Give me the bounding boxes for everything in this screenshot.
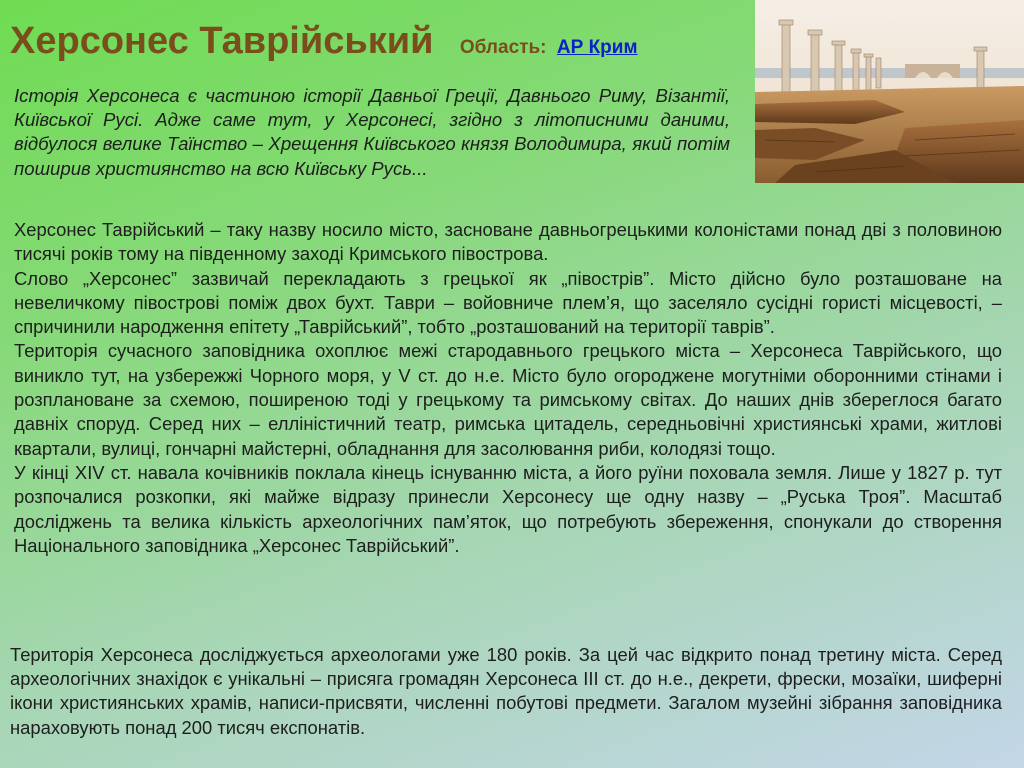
chersonesus-ruins-photo bbox=[755, 0, 1024, 183]
paragraph-etymology: Слово „Херсонес” зазвичай перекладають з грецької як „півострів”. Місто дійсно було розташоване на невеличкому півострові поміж двох бухт. Таври – войовниче плем’я, що заселяло сусідні гористі місцевості, – спричинили народження епітету „Таврійський”, тобто „розташований на території таврів”. bbox=[14, 267, 1002, 338]
region-label: Область: bbox=[459, 37, 547, 58]
closing-paragraph: Територія Херсонеса досліджується археологами уже 180 років. За цей час відкрито понад третину міста. Серед археологічних знахідок є унікальні – присяга громадян Херсонеса III ст. до н.е., декрети, фрески, мозаїки, шиферні ікони християнських храмів, написи-присвяти, численні побутові предмети. Загалом музейні зібрання заповідника нараховують понад 200 тисяч експонатів. bbox=[10, 644, 1002, 738]
region-link[interactable]: АР Крим bbox=[556, 37, 638, 58]
paragraph-excavations: У кінці XIV ст. навала кочівників поклала кінець існуванню міста, а його руїни поховала земля. Лише у 1827 р. тут розпочалися розкопки, які майже відразу принесли Херсонесу ще одну назву – „Руська Троя”. Масштаб досліджень та велика кількість археологічних пам’яток, що потребують збереження, спонукали до створення Національного заповідника „Херсонес Таврійський”. bbox=[14, 461, 1002, 556]
page-title: Херсонес Таврійський bbox=[10, 20, 434, 62]
main-text bbox=[14, 218, 1002, 558]
paragraph-name-origin: Херсонес Таврійський – таку назву носило місто, засноване давньогрецькими колоністами понад дві з половиною тисячі років тому на південному заході Кримського півострова. bbox=[14, 219, 1002, 265]
header bbox=[10, 20, 638, 63]
intro-paragraph: Історія Херсонеса є частиною історії Давньої Греції, Давнього Риму, Візантії, Київської Русі. Адже саме тут, у Херсонесі, згідно з літописними даними, відбулося велике Таїнство – Хрещення Київського князя Володимира, який потім поширив християнство на всю Київську Русь... bbox=[14, 85, 730, 179]
paragraph-reserve-territory: Територія сучасного заповідника охоплює межі стародавнього грецького міста – Херсонеса Таврійського, що виникло тут, на узбережжі Чорного моря, у V ст. до н.е. Місто було огороджене могутніми оборонними стінами і розплановане за схемою, поширеною тоді у грецькому та римському світах. До наших днів збереглося багато давніх споруд. Серед них – елліністичний театр, римська цитадель, середньовічні християнські храми, житлові квартали, вулиці, гончарні майстерні, обладнання для засолювання риби, колодязі тощо. bbox=[14, 340, 1002, 459]
